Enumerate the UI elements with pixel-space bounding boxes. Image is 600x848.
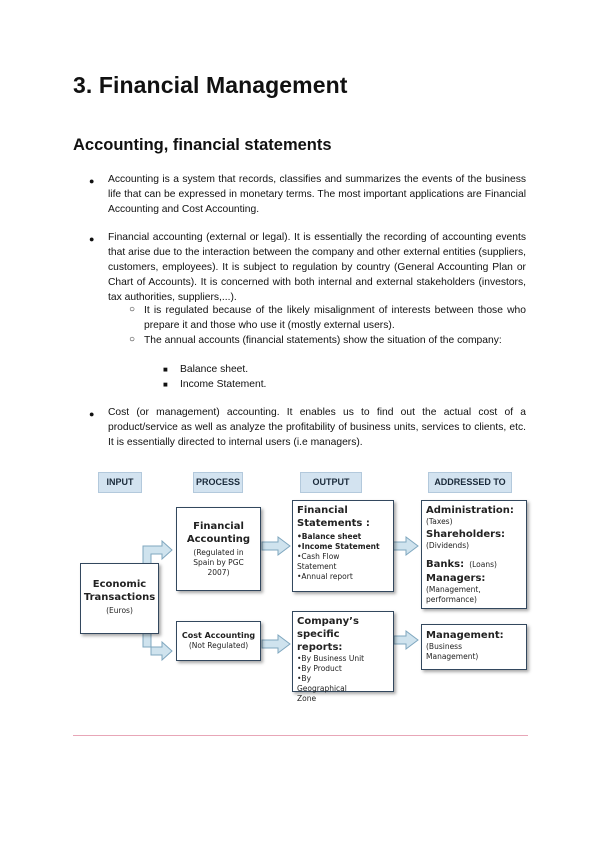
economic-transactions-note: (Euros)	[106, 606, 133, 615]
financial-statements-box	[292, 500, 394, 592]
report-item: •By Geographical Zone	[297, 674, 347, 703]
report-item: •By Business Unit	[297, 654, 365, 663]
arrow-to-statements	[262, 537, 290, 555]
economic-transactions-box	[80, 563, 159, 634]
footer-divider	[73, 735, 528, 736]
sub-bullet-annual-accounts: The annual accounts (financial statements) show the situation of the company:	[144, 335, 502, 346]
statement-item: •Income Statement	[297, 542, 380, 551]
bullet-dot: ●	[89, 234, 95, 244]
sub-sub-bullet-square: ■	[163, 380, 168, 389]
management-box	[421, 624, 527, 670]
header-addressed-to: ADDRESSED TO	[428, 472, 512, 493]
sub-bullet-circle: ○	[129, 334, 136, 345]
item-balance-sheet: Balance sheet.	[180, 364, 249, 375]
specific-reports-box	[292, 611, 394, 703]
statement-item: •Cash Flow Statement	[297, 552, 340, 571]
sub-bullet-circle: ○	[129, 304, 136, 315]
shareholders-title: Shareholders:	[426, 529, 506, 540]
sub-bullet-regulated: It is regulated because of the likely misalignment of interests between those who prepare it and those who use it (mostly external users).	[144, 305, 526, 331]
bullet-cost-accounting: Cost (or management) accounting. It enables us to find out the actual cost of a product/service as well as analyze the profitability of business units, services to clients, etc. It is essentially directed to internal users (i.e managers).	[108, 407, 526, 448]
header-output: OUTPUT	[300, 472, 362, 493]
arrow-to-financial	[143, 541, 172, 565]
cost-accounting-box	[176, 621, 261, 661]
specific-reports-title: Company’s specific reports:	[297, 616, 359, 653]
sub-sub-bullet-square: ■	[163, 365, 168, 374]
economic-transactions-title: Economic Transactions	[83, 579, 156, 603]
statement-item: •Balance sheet	[297, 532, 362, 541]
statement-item: •Annual report	[297, 572, 353, 581]
item-income-statement: Income Statement.	[180, 379, 267, 390]
bullet-accounting: Accounting is a system that records, classifies and summarizes the events of the business life that can be expressed in monetary terms. The most important applications are Financial Accounting and Cost Accounting.	[108, 174, 526, 215]
cost-accounting-note: (Not Regulated)	[188, 641, 249, 650]
bullet-dot: ●	[89, 409, 95, 419]
report-item: •By Product	[297, 664, 342, 673]
managers-title: Managers:	[426, 573, 486, 584]
cost-accounting-title: Cost Accounting	[181, 631, 256, 640]
arrow-to-cost	[143, 632, 172, 660]
banks-row	[426, 552, 526, 571]
header-input: INPUT	[98, 472, 142, 493]
addressed-stakeholders-box	[421, 500, 527, 609]
administration-title: Administration:	[426, 505, 514, 516]
bullet-financial-accounting: Financial accounting (external or legal). It is essentially the recording of accounting events that arise due to the interaction between the company and other external entities (suppliers, customers, employees). It is subject to regulation by country (General Accounting Plan or Chart of Accounts). It is concerned with both internal and external stakeholders (investors, tax authorities, suppliers,...).	[108, 232, 526, 303]
financial-accounting-title: Financial Accounting	[186, 521, 251, 545]
arrow-to-administration	[392, 537, 418, 555]
management-note: (Business Management)	[426, 642, 479, 661]
financial-accounting-note: (Regulated in Spain by PGC 2007)	[193, 548, 244, 577]
banks-title: Banks:	[426, 559, 465, 570]
banks-note: (Loans)	[469, 560, 497, 569]
managers-note: (Management, performance)	[426, 585, 481, 604]
administration-note: (Taxes)	[426, 517, 453, 526]
management-title: Management:	[426, 630, 504, 641]
financial-accounting-box	[176, 507, 261, 591]
arrow-to-reports	[262, 635, 290, 653]
bullet-dot: ●	[89, 176, 95, 186]
shareholders-note: (Dividends)	[426, 541, 470, 550]
page-title: 3. Financial Management	[73, 72, 348, 98]
section-heading: Accounting, financial statements	[73, 136, 332, 154]
financial-statements-title: Financial Statements :	[297, 505, 370, 529]
arrow-to-management	[394, 631, 418, 649]
header-process: PROCESS	[193, 472, 243, 493]
